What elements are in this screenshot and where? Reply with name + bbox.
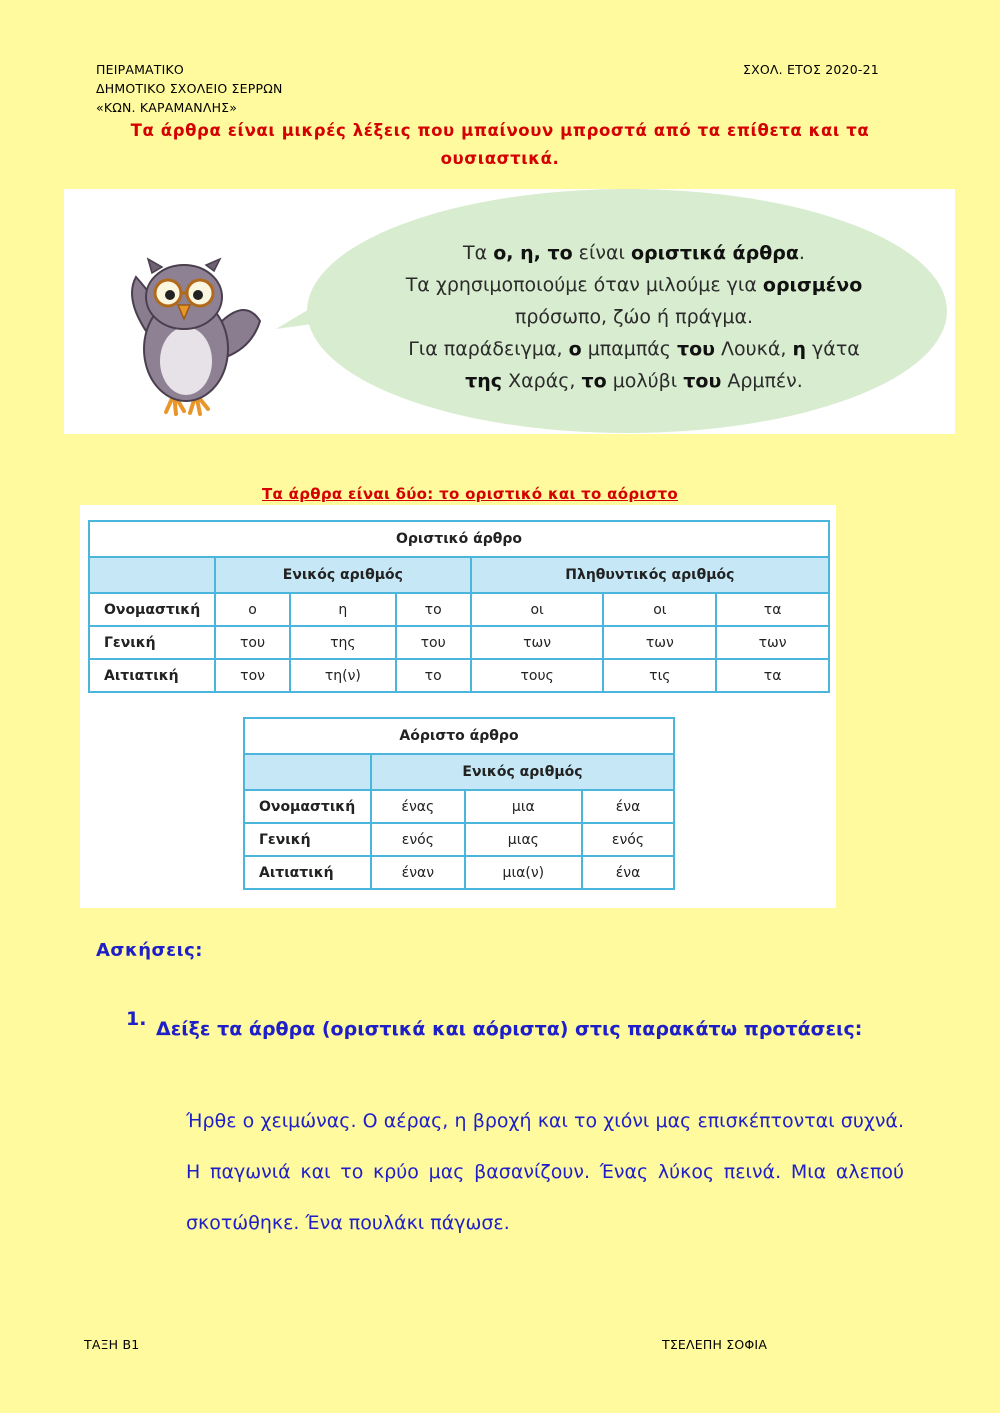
plural-header: Πληθυντικός αριθμός	[471, 557, 829, 593]
case-cell: Αιτιατική	[244, 856, 371, 889]
owl-icon	[132, 259, 260, 414]
school-line-1: ΠΕΙΡΑΜΑΤΙΚΟ	[96, 62, 184, 77]
bubble-line-4: Για παράδειγμα, ο μπαμπάς του Λουκά, η γάτα	[408, 338, 860, 360]
articles-tables-panel	[80, 505, 836, 908]
school-line-2: ΔΗΜΟΤΙΚΟ ΣΧΟΛΕΙΟ ΣΕΡΡΩΝ	[96, 81, 283, 96]
table-cell: ένας	[371, 790, 465, 823]
exercises-heading: Ασκήσεις:	[96, 940, 203, 961]
table-cell: ένα	[582, 790, 674, 823]
owl-speech-panel	[64, 189, 955, 434]
intro-text: Τα άρθρα είναι μικρές λέξεις που μπαίνουν μπροστά από τα επίθετα και τα ουσιαστικά.	[130, 121, 870, 168]
table-row	[89, 626, 829, 659]
bubble-line-5: της Χαράς, το μολύβι του Αρμπέν.	[465, 370, 803, 392]
table-cell: τον	[215, 659, 290, 692]
table-cell: το	[396, 593, 471, 626]
case-cell: Ονομαστική	[244, 790, 371, 823]
table-cell: η	[290, 593, 395, 626]
school-line-3: «ΚΩΝ. ΚΑΡΑΜΑΝΛΗΣ»	[96, 100, 238, 115]
definite-article-table	[88, 520, 830, 693]
exercise-prompt: Δείξε τα άρθρα (οριστικά και αόριστα) στις παρακάτω προτάσεις:	[156, 1018, 863, 1040]
table-cell: οι	[603, 593, 716, 626]
table-cell: οι	[471, 593, 604, 626]
table-cell: το	[396, 659, 471, 692]
bubble-line-2: Τα χρησιμοποιούμε όταν μιλούμε για ορισμένο	[405, 274, 863, 296]
table-cell: μια(ν)	[465, 856, 582, 889]
table-cell: ένα	[582, 856, 674, 889]
case-cell: Γενική	[89, 626, 215, 659]
exercise-number: 1.	[126, 1008, 147, 1030]
teacher-name: ΤΣΕΛΕΠΗ ΣΟΦΙΑ	[662, 1337, 768, 1352]
table-row	[89, 659, 829, 692]
table-row	[244, 856, 674, 889]
case-cell: Αιτιατική	[89, 659, 215, 692]
table-cell: μια	[465, 790, 582, 823]
table-row	[244, 823, 674, 856]
table-cell: τα	[716, 659, 829, 692]
school-year: ΣΧΟΛ. ΕΤΟΣ 2020-21	[743, 62, 879, 77]
table-cell: του	[215, 626, 290, 659]
tables-title: Τα άρθρα είναι δύο: το οριστικό και το αόριστο	[261, 485, 679, 503]
table-cell: ενός	[582, 823, 674, 856]
case-cell: Γενική	[244, 823, 371, 856]
table-cell: ενός	[371, 823, 465, 856]
singular-header: Ενικός αριθμός	[215, 557, 471, 593]
table-cell: τις	[603, 659, 716, 692]
indefinite-table-caption: Αόριστο άρθρο	[244, 718, 674, 754]
table-corner-cell	[89, 557, 215, 593]
definite-table-caption: Οριστικό άρθρο	[89, 521, 829, 557]
bubble-line-1: Τα ο, η, το είναι οριστικά άρθρα.	[463, 242, 805, 264]
table-cell: μιας	[465, 823, 582, 856]
case-cell: Ονομαστική	[89, 593, 215, 626]
class-label: ΤΑΞΗ Β1	[84, 1337, 140, 1352]
table-cell: έναν	[371, 856, 465, 889]
table-row	[244, 790, 674, 823]
table-cell: ο	[215, 593, 290, 626]
table-cell: των	[603, 626, 716, 659]
table-cell: τη(ν)	[290, 659, 395, 692]
table-cell: τα	[716, 593, 829, 626]
table-cell: τους	[471, 659, 604, 692]
speech-bubble-text	[354, 237, 914, 397]
indefinite-article-table	[243, 717, 675, 890]
exercise-text: Ήρθε ο χειμώνας. Ο αέρας, η βροχή και το χιόνι μας επισκέπτονται συχνά. Η παγωνιά και το κρύο μας βασανίζουν. Ένας λύκος πεινά. Μια αλεπού σκοτώθηκε. Ένα πουλάκι πάγωσε.	[186, 1110, 904, 1234]
table-cell: του	[396, 626, 471, 659]
table-row	[89, 593, 829, 626]
table-cell: των	[471, 626, 604, 659]
table-cell: της	[290, 626, 395, 659]
bubble-line-3: πρόσωπο, ζώο ή πράγμα.	[514, 306, 754, 328]
table-corner-cell	[244, 754, 371, 790]
singular-header: Ενικός αριθμός	[371, 754, 674, 790]
table-cell: των	[716, 626, 829, 659]
school-name	[96, 60, 283, 117]
